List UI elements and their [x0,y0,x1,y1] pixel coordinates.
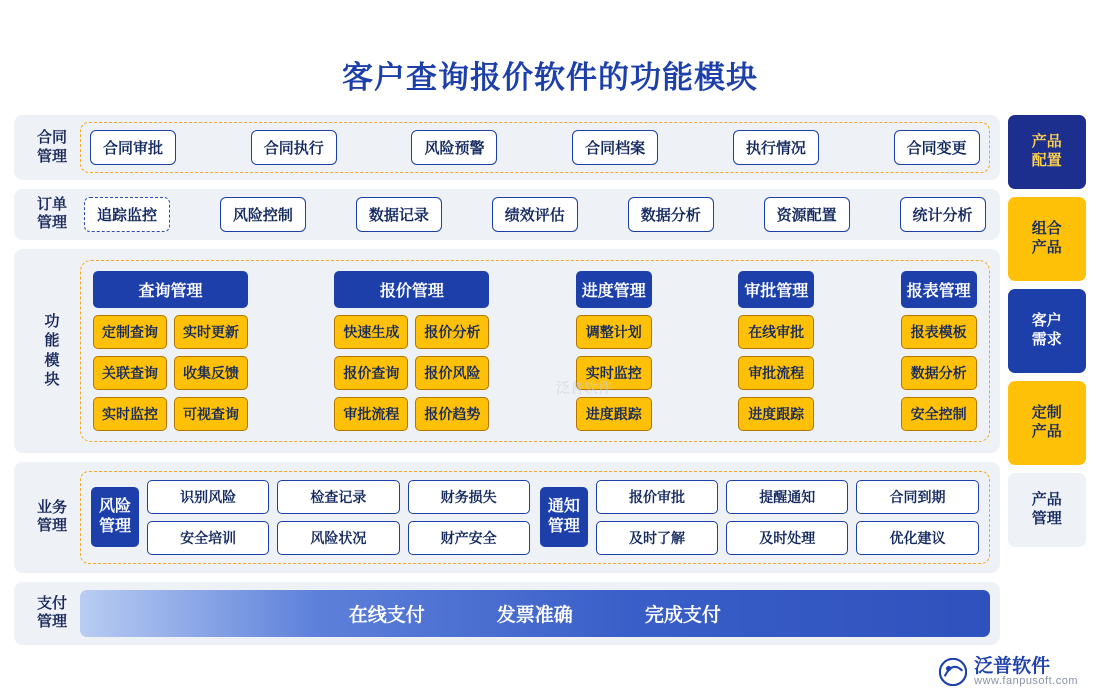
function-cell[interactable]: 在线审批 [738,315,814,349]
contract-items-group [80,122,990,173]
brand-text [974,657,1078,688]
function-column-header[interactable]: 报表管理 [901,271,977,308]
function-column-query [93,271,248,431]
function-column-header[interactable]: 审批管理 [738,271,814,308]
function-columns-group [80,260,990,442]
brand-logo [939,657,1078,688]
function-row [738,356,814,390]
function-cell[interactable]: 调整计划 [576,315,652,349]
order-item[interactable]: 数据记录 [356,197,442,232]
watermark: 泛普软件 [556,380,612,396]
contract-item[interactable]: 合同执行 [251,130,337,165]
contract-item[interactable]: 风险预警 [411,130,497,165]
business-row [596,521,979,555]
sidebar-item-product-config[interactable]: 产品 配置 [1008,115,1086,189]
section-payment-label: 支付 管理 [36,594,67,631]
business-cell[interactable]: 及时处理 [726,521,848,555]
main-column [14,115,1000,645]
function-cell[interactable]: 审批流程 [334,397,408,431]
contract-item[interactable]: 合同变更 [894,130,980,165]
order-item[interactable]: 资源配置 [764,197,850,232]
function-cell[interactable]: 报价风险 [415,356,489,390]
business-cell[interactable]: 财务损失 [408,480,530,514]
function-cell[interactable]: 安全控制 [901,397,977,431]
business-row [147,521,530,555]
function-cell[interactable]: 可视查询 [174,397,248,431]
order-item[interactable]: 追踪监控 [84,197,170,232]
section-business-label: 业务 管理 [36,498,67,535]
function-row [576,397,652,431]
contract-item[interactable]: 合同档案 [572,130,658,165]
function-cell[interactable]: 报价趋势 [415,397,489,431]
function-row [901,315,977,349]
section-contract [14,115,1000,180]
function-cell[interactable]: 实时更新 [174,315,248,349]
function-cell[interactable]: 数据分析 [901,356,977,390]
business-cell[interactable]: 安全培训 [147,521,269,555]
function-cell[interactable]: 报表模板 [901,315,977,349]
business-cell[interactable]: 及时了解 [596,521,718,555]
function-row [93,315,248,349]
section-function-label: 功 能 模 块 [44,312,60,389]
section-order [14,189,1000,240]
business-groups [80,471,990,564]
function-row [738,315,814,349]
function-row [93,397,248,431]
function-column-header[interactable]: 查询管理 [93,271,248,308]
function-row [576,315,652,349]
section-contract-label: 合同 管理 [36,129,67,165]
function-cell[interactable]: 实时监控 [576,356,652,390]
brand-name-cn: 泛普软件 [974,655,1051,677]
business-cell[interactable]: 识别风险 [147,480,269,514]
function-column-quote [334,271,489,431]
function-row [334,315,489,349]
function-column-header[interactable]: 进度管理 [576,271,652,308]
contract-item[interactable]: 执行情况 [733,130,819,165]
business-row [596,480,979,514]
diagram-body [0,97,1100,645]
business-group-key[interactable]: 通知 管理 [540,487,588,547]
business-cell[interactable]: 财产安全 [408,521,530,555]
business-group-notify [540,480,979,555]
sidebar-item-product-management[interactable]: 产品 管理 [1008,473,1086,547]
business-group-risk [91,480,530,555]
function-row [901,397,977,431]
function-row [738,397,814,431]
section-business [14,462,1000,573]
brand-url: www.fanpusoft.com [974,675,1078,688]
function-row [576,356,652,390]
business-cell[interactable]: 提醒通知 [726,480,848,514]
business-cell[interactable]: 检查记录 [277,480,399,514]
function-cell[interactable]: 审批流程 [738,356,814,390]
payment-item[interactable]: 完成支付 [644,604,721,626]
function-column-report [901,271,977,431]
business-cell[interactable]: 优化建议 [856,521,978,555]
business-cell[interactable]: 报价审批 [596,480,718,514]
function-row [901,356,977,390]
function-cell[interactable]: 进度跟踪 [738,397,814,431]
business-group-key[interactable]: 风险 管理 [91,487,139,547]
section-order-label: 订单 管理 [36,196,67,232]
company-logo-icon [939,658,967,686]
function-column-approval [738,271,814,431]
business-cell[interactable]: 风险状况 [277,521,399,555]
function-cell[interactable]: 快速生成 [334,315,408,349]
order-item[interactable]: 风险控制 [220,197,306,232]
function-cell[interactable]: 收集反馈 [174,356,248,390]
section-payment [14,582,1000,645]
sidebar [1008,115,1086,645]
sidebar-item-custom-product[interactable]: 定制 产品 [1008,381,1086,465]
function-row [93,356,248,390]
function-cell[interactable]: 关联查询 [93,356,167,390]
business-grid [147,480,530,555]
order-item[interactable]: 绩效评估 [492,197,578,232]
function-column-progress [576,271,652,431]
section-function-modules [14,249,1000,453]
payment-bar [80,590,990,637]
business-grid [596,480,979,555]
sidebar-item-combo-product[interactable]: 组合 产品 [1008,197,1086,281]
function-cell[interactable]: 报价分析 [415,315,489,349]
payment-item[interactable]: 发票准确 [496,604,573,626]
sidebar-item-customer-demand[interactable]: 客户 需求 [1008,289,1086,373]
function-cell[interactable]: 报价查询 [334,356,408,390]
page-title: 客户查询报价软件的功能模块 [342,60,758,95]
business-row [147,480,530,514]
function-cell[interactable]: 进度跟踪 [576,397,652,431]
function-cell[interactable]: 定制查询 [93,315,167,349]
payment-item[interactable]: 在线支付 [348,604,425,626]
business-cell[interactable]: 合同到期 [856,480,978,514]
order-item[interactable]: 统计分析 [900,197,986,232]
order-item[interactable]: 数据分析 [628,197,714,232]
contract-item[interactable]: 合同审批 [90,130,176,165]
function-cell[interactable]: 实时监控 [93,397,167,431]
function-row [334,397,489,431]
function-row [334,356,489,390]
order-items-group [80,197,990,232]
function-column-header[interactable]: 报价管理 [334,271,489,308]
